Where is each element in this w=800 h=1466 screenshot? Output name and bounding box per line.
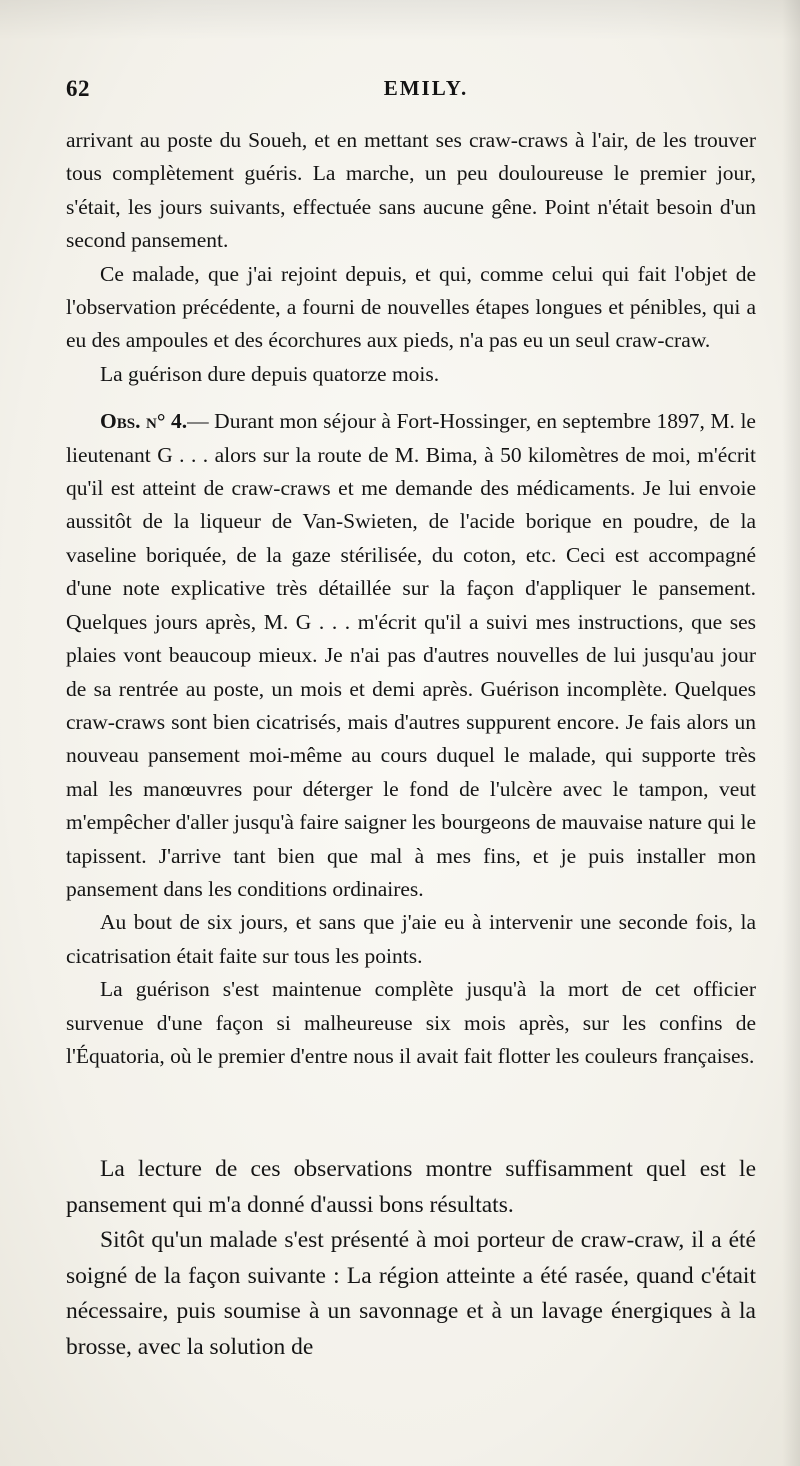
paragraph-guerison-duration: La guérison dure depuis quatorze mois.	[100, 361, 440, 386]
paragraph-six-jours: Au bout de six jours, et sans que j'aie eu à intervenir une seconde fois, la cicatrisation était faite sur tous les points.	[66, 910, 756, 968]
observation-4	[66, 405, 756, 906]
scan-shadow-edge	[782, 0, 800, 1466]
paragraph-guerison-maintenue: La guérison s'est maintenue complète jusqu'à la mort de cet officier survenue d'une façon si malheureuse six mois après, sur les confins de l'Équatoria, où le premier d'entre nous il avait fait flotter les couleurs françaises.	[66, 977, 756, 1068]
page-header	[66, 76, 750, 110]
main-text	[66, 1152, 756, 1365]
paragraph-continuation: arrivant au poste du Soueh, et en mettant ses craw-craws à l'air, de les trouver tous complètement guéris. La marche, un peu douloureuse le premier jour, s'était, les jours suivants, effectuée sans aucune gêne. Point n'était besoin d'un second pansement.	[66, 128, 756, 253]
paragraph-lecture: La lecture de ces observations montre suffisamment quel est le pansement qui m'a donné d'aussi bons résultats.	[66, 1156, 756, 1218]
running-title: EMILY.	[383, 76, 469, 100]
paragraph-malade: Ce malade, que j'ai rejoint depuis, et qui, comme celui qui fait l'objet de l'observation précédente, a fourni de nouvelles étapes longues et pénibles, qui a eu des ampoules et des écorchures aux pieds, n'a pas eu un seul craw-craw.	[66, 261, 756, 353]
section-gap	[66, 391, 756, 405]
paragraph-sitot: Sitôt qu'un malade s'est présenté à moi porteur de craw-craw, il a été soigné de la façon suivante : La région atteinte a été rasée, quand c'était nécessaire, puis soumise à un savonnage et à un lavage énergiques à la brosse, avec la solution de	[66, 1227, 756, 1360]
observation-label: Obs. n° 4.	[100, 409, 188, 434]
observation-text: — Durant mon séjour à Fort-Hossinger, en septembre 1897, M. le lieutenant G . . . alors sur la route de M. Bima, à 50 kilomètres de moi, m'écrit qu'il est atteint de craw-craws et me demande des médicaments. Je lui envoie aussitôt de la liqueur de Van-Swieten, de l'acide borique en poudre, de la vaseline boriquée, de la gaze stérilisée, du coton, etc. Ceci est accompagné d'une note explicative très détaillée sur la façon d'appliquer le pansement. Quelques jours après, M. G . . . m'écrit qu'il a suivi mes instructions, que ses plaies vont beaucoup mieux. Je n'ai pas d'autres nouvelles de lui jusqu'au jour de sa rentrée au poste, un mois et demi après. Guérison incomplète. Quelques craw-craws sont bien cicatrisés, mais d'autres suppurent encore. Je fais alors un nouveau pansement moi-même au cours duquel le malade, qui supporte très mal les manœuvres pour déterger le fond de l'ulcère avec le tampon, veut m'empêcher d'aller jusqu'à faire saigner les bourgeons de mauvaise nature qui le tapissent. J'arrive tant bien que mal à mes fins, et je puis installer mon pansement dans les conditions ordinaires.	[66, 409, 756, 901]
page-number: 62	[66, 76, 90, 101]
scan-shadow-top	[0, 0, 800, 40]
body-text	[66, 124, 756, 1073]
